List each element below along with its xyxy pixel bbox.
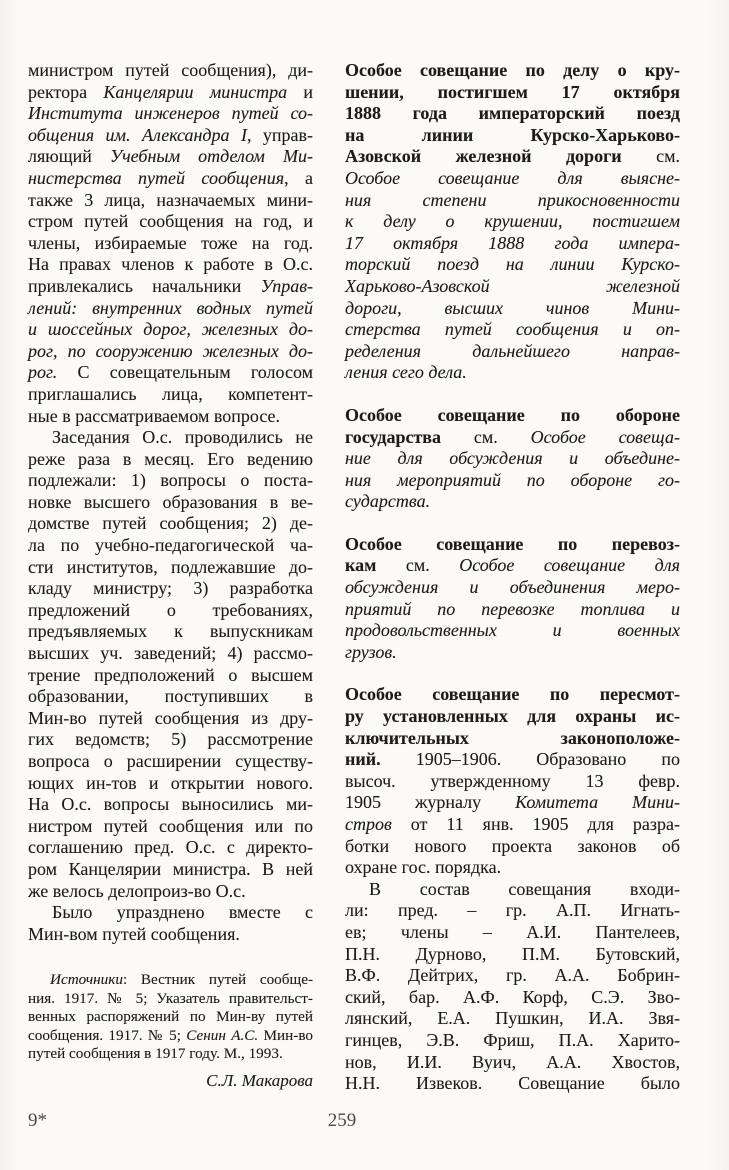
text-line	[28, 578, 313, 600]
text-segment: сударства.	[345, 491, 431, 512]
text-segment: ключительных законоположе-	[345, 727, 680, 748]
text-segment: ющих ин-тов и открытии нового.	[28, 772, 313, 793]
text-segment: Мин-во	[258, 1026, 313, 1044]
text-segment: лений: внутренних водных путей	[28, 297, 313, 318]
text-segment: продовольственных и военных	[345, 620, 680, 641]
text-segment: 1905 журналу	[345, 792, 516, 813]
text-segment: Мин-вом путей сообщения.	[28, 923, 240, 944]
text-segment: 1905–1906. Образовано по	[380, 749, 680, 770]
text-line	[28, 298, 313, 320]
text-line	[28, 1027, 313, 1045]
text-segment: стров	[345, 814, 392, 834]
text-segment: и шоссейных дорог, железных до-	[28, 319, 313, 340]
text-line	[345, 82, 680, 104]
text-line	[345, 684, 680, 706]
text-segment: рог, по сооружению железных до-	[28, 340, 313, 361]
text-segment: гинцев, Э.В. Фриш, П.А. Харито-	[345, 1029, 680, 1050]
text-segment: также 3 лица, назначаемых мини-	[28, 189, 313, 210]
text-line	[345, 362, 680, 384]
text-segment: приглашались лица, компетент-	[28, 383, 313, 404]
text-line	[28, 600, 313, 622]
text-segment: Харьково-Азовской железной	[345, 275, 680, 296]
text-segment: Института инженеров путей со-	[28, 103, 313, 124]
text-line	[345, 706, 680, 728]
text-segment: предъявляемых к выпускникам	[28, 621, 313, 642]
text-segment: реже раза в месяц. Его ведению	[28, 448, 313, 469]
page-number: 259	[327, 1110, 357, 1131]
text-line	[345, 836, 680, 858]
text-segment: 17 октября 1888 года импера-	[345, 232, 680, 253]
text-line	[345, 555, 680, 577]
text-segment: члены, избираемые тоже на год.	[28, 232, 313, 253]
text-segment: ния мероприятий по обороне го-	[345, 469, 680, 490]
text-line	[345, 857, 680, 879]
text-segment: от 11 янв. 1905 для разра-	[391, 814, 680, 834]
text-segment: приятий по перевозке топлива и	[345, 598, 680, 619]
text-segment: Учебным отделом Ми-	[109, 146, 313, 167]
entry-block	[345, 534, 680, 664]
text-line	[345, 341, 680, 363]
text-segment: В состав совещания входи-	[369, 878, 680, 899]
para-block	[28, 902, 313, 945]
text-line	[345, 405, 680, 427]
signature-block	[28, 1071, 313, 1091]
text-line	[28, 427, 313, 449]
text-segment: предложений о требованиях,	[28, 599, 313, 620]
text-line	[345, 771, 680, 793]
text-line	[345, 103, 680, 125]
text-line	[28, 319, 313, 341]
text-segment: же велось делопроиз-во О.с.	[28, 880, 246, 901]
text-line	[28, 708, 313, 730]
text-line	[28, 513, 313, 535]
para-block	[28, 427, 313, 902]
text-line	[28, 990, 313, 1008]
text-segment: ляющий	[28, 146, 110, 167]
text-segment: охране гос. порядка.	[345, 857, 502, 878]
text-line	[28, 535, 313, 557]
text-segment: рог.	[28, 362, 58, 383]
text-line	[345, 254, 680, 276]
text-segment: ев; члены – А.И. Пантелеев,	[345, 921, 680, 942]
text-segment: Комитета Мини-	[515, 792, 680, 813]
text-segment: гих ведомств; 5) рассмотрение	[28, 729, 313, 750]
text-line	[28, 643, 313, 665]
text-line	[345, 814, 680, 836]
text-segment: Управ-	[260, 275, 313, 296]
text-line	[28, 837, 313, 859]
text-segment: Особое совещание по пересмот-	[345, 684, 680, 705]
text-line	[28, 470, 313, 492]
text-line	[345, 900, 680, 922]
text-segment: венных распоряжений по Мин-ву путей	[28, 1008, 313, 1026]
text-segment: С совещательным голосом	[57, 362, 313, 383]
text-segment: ния. 1917. № 5; Указатель правительст-	[28, 989, 313, 1007]
text-line	[28, 211, 313, 233]
text-segment: обсуждения и объединения меро-	[345, 577, 680, 598]
text-segment: Особое совещание для выясне-	[345, 167, 680, 188]
text-segment: ний.	[345, 749, 381, 770]
text-line	[28, 621, 313, 643]
text-segment: нистром путей сообщения или по	[28, 815, 313, 836]
text-segment: государства	[345, 426, 442, 447]
text-line	[28, 362, 313, 384]
text-line	[345, 448, 680, 470]
text-line	[28, 902, 313, 924]
footnote-block	[28, 971, 313, 1063]
text-segment: ные в рассматриваемом вопросе.	[28, 405, 281, 426]
text-line	[28, 881, 313, 903]
text-segment: Н.Н. Извеков. Совещание было	[345, 1073, 680, 1094]
text-segment: трение предположений о высшем	[28, 664, 313, 685]
text-segment: 1888 года императорский поезд	[345, 103, 680, 124]
text-line	[345, 599, 680, 621]
text-line	[28, 168, 313, 190]
text-segment: см.	[621, 146, 680, 167]
text-line	[28, 557, 313, 579]
text-line	[28, 794, 313, 816]
text-line	[345, 1030, 680, 1052]
text-segment: Особое совещание по обороне	[345, 404, 680, 425]
text-segment: дороги, высших чинов Мини-	[345, 297, 680, 318]
text-segment: ла по учебно-педагогической ча-	[28, 535, 313, 556]
text-line	[345, 620, 680, 642]
text-segment: Мин-во путей сообщения из дру-	[28, 707, 313, 728]
text-line	[345, 965, 680, 987]
text-line	[345, 944, 680, 966]
text-segment: На О.с. вопросы выносились ми-	[28, 794, 313, 815]
text-line	[345, 168, 680, 190]
text-segment: ру установленных для охраны ис-	[345, 706, 680, 727]
text-segment: Было упразднено вместе с	[52, 902, 313, 923]
text-segment: соглашению пред. О.с. с директо-	[28, 837, 313, 858]
text-segment: Особое совещание по делу о кру-	[345, 60, 680, 80]
text-segment: П.Н. Дурново, П.М. Бутовский,	[345, 943, 680, 964]
text-segment: ботки нового проекта законов об	[345, 835, 680, 856]
text-line	[28, 406, 313, 428]
text-segment: На правах членов к работе в О.с.	[28, 254, 313, 275]
text-segment: торский поезд на линии Курско-	[345, 254, 680, 275]
entry-block	[345, 60, 680, 384]
text-line	[345, 60, 680, 82]
text-line	[28, 190, 313, 212]
text-line	[345, 1008, 680, 1030]
text-line	[28, 449, 313, 471]
left-column	[28, 60, 313, 1091]
text-line	[345, 211, 680, 233]
text-line	[345, 427, 680, 449]
text-line	[345, 879, 680, 901]
text-segment: ректора	[28, 81, 104, 102]
text-segment: домстве путей сообщения; 2) де-	[28, 513, 313, 534]
text-segment: см.	[441, 426, 531, 447]
text-line	[28, 233, 313, 255]
text-segment: сти институтов, подлежавшие до-	[28, 556, 313, 577]
text-line	[345, 491, 680, 513]
text-segment: : Вестник путей сообще-	[122, 971, 313, 989]
text-line	[345, 298, 680, 320]
text-line	[28, 816, 313, 838]
text-line	[345, 577, 680, 599]
text-line	[28, 1071, 313, 1091]
text-line	[345, 319, 680, 341]
text-segment: Канцелярии министра	[103, 81, 288, 102]
right-column	[345, 60, 680, 1095]
text-line	[28, 146, 313, 168]
text-segment: Особое совещание для	[459, 555, 680, 576]
text-segment: общения им. Александра I	[28, 124, 247, 145]
text-line	[28, 665, 313, 687]
text-segment: грузов.	[345, 641, 397, 662]
text-segment: образовании, поступивших в	[28, 686, 313, 707]
text-line	[345, 1073, 680, 1095]
text-segment: министром путей сообщения), ди-	[28, 60, 313, 80]
page-footer	[0, 1110, 729, 1140]
text-line	[28, 60, 313, 82]
text-line	[28, 859, 313, 881]
text-segment: ние для обсуждения и объедине-	[345, 448, 680, 469]
text-segment: В.Ф. Дейтрих, гр. А.А. Бобрин-	[345, 965, 680, 986]
text-line	[28, 103, 313, 125]
text-segment: ления сего дела.	[345, 362, 467, 383]
text-segment: кладу министру; 3) разработка	[28, 578, 313, 599]
text-line	[28, 773, 313, 795]
text-line	[345, 1052, 680, 1074]
text-segment: шении, постигшем 17 октября	[345, 81, 680, 102]
text-segment: стерства путей сообщения и оп-	[345, 319, 680, 340]
text-line	[345, 728, 680, 750]
text-segment: Особое совещание по перевоз-	[345, 533, 680, 554]
text-segment: ли: пред. – гр. А.П. Игнать-	[345, 900, 680, 921]
text-line	[28, 341, 313, 363]
text-segment: ределения дальнейшего направ-	[345, 340, 680, 361]
text-line	[28, 1045, 313, 1063]
text-line	[345, 922, 680, 944]
text-segment: Сенин А.С.	[186, 1026, 259, 1044]
text-line	[28, 751, 313, 773]
text-segment: стром путей сообщения на год, и	[28, 211, 313, 232]
text-line	[28, 924, 313, 946]
text-segment: ром Канцелярии министра. В ней	[28, 858, 313, 879]
text-line	[345, 233, 680, 255]
text-segment: Источники	[50, 971, 123, 989]
text-line	[28, 276, 313, 298]
text-segment: С.Л. Макарова	[206, 1071, 313, 1091]
text-segment: высших уч. заведений; 4) рассмо-	[28, 643, 313, 664]
text-segment: сообщения. 1917. № 5;	[28, 1026, 187, 1044]
text-line	[345, 190, 680, 212]
text-line	[345, 749, 680, 771]
text-line	[28, 492, 313, 514]
text-line	[345, 642, 680, 664]
text-segment: нистерства путей сообщения	[28, 167, 285, 188]
text-line	[345, 146, 680, 168]
entry-block	[345, 405, 680, 513]
para-block	[345, 879, 680, 1095]
entry-block	[345, 684, 680, 878]
text-line	[28, 254, 313, 276]
text-segment: кам	[345, 555, 377, 576]
text-line	[345, 470, 680, 492]
text-line	[345, 534, 680, 556]
text-line	[28, 686, 313, 708]
text-line	[345, 125, 680, 147]
text-segment: см.	[376, 555, 460, 576]
text-line	[28, 82, 313, 104]
text-segment: высоч. утвержденному 13 февр.	[345, 770, 680, 791]
text-segment: ния степени прикосновенности	[345, 189, 680, 210]
quire-signature: 9*	[28, 1110, 47, 1131]
text-segment: новке высшего образования в ве-	[28, 491, 313, 512]
text-line	[28, 125, 313, 147]
text-segment: Особое совеща-	[530, 426, 680, 447]
text-segment: на линии Курско-Харьково-	[345, 124, 680, 145]
text-line	[28, 384, 313, 406]
text-line	[345, 987, 680, 1009]
text-line	[345, 792, 680, 814]
text-segment: ский, бар. А.Ф. Корф, С.Э. Зво-	[345, 986, 680, 1007]
text-segment: и	[287, 81, 314, 102]
para-block	[28, 60, 313, 427]
text-segment: Азовской железной дороги	[345, 146, 622, 167]
text-segment: , управ-	[246, 124, 313, 145]
text-segment: к делу о крушении, постигшем	[345, 211, 680, 232]
text-segment: подлежали: 1) вопросы о поста-	[28, 470, 313, 491]
text-segment: привлекались начальники	[28, 275, 261, 296]
text-line	[28, 1008, 313, 1026]
text-segment: нов, И.И. Вуич, А.А. Хвостов,	[345, 1051, 680, 1072]
text-segment: лянский, Е.А. Пушкин, И.А. Звя-	[345, 1008, 680, 1029]
text-line	[345, 276, 680, 298]
text-segment: вопроса о расширении существу-	[28, 751, 313, 771]
text-segment: Заседания О.с. проводились не	[52, 427, 313, 448]
text-line	[28, 971, 313, 989]
text-line	[28, 729, 313, 751]
text-segment: путей сообщения в 1917 году. М., 1993.	[28, 1044, 283, 1062]
text-segment: , а	[284, 167, 313, 188]
